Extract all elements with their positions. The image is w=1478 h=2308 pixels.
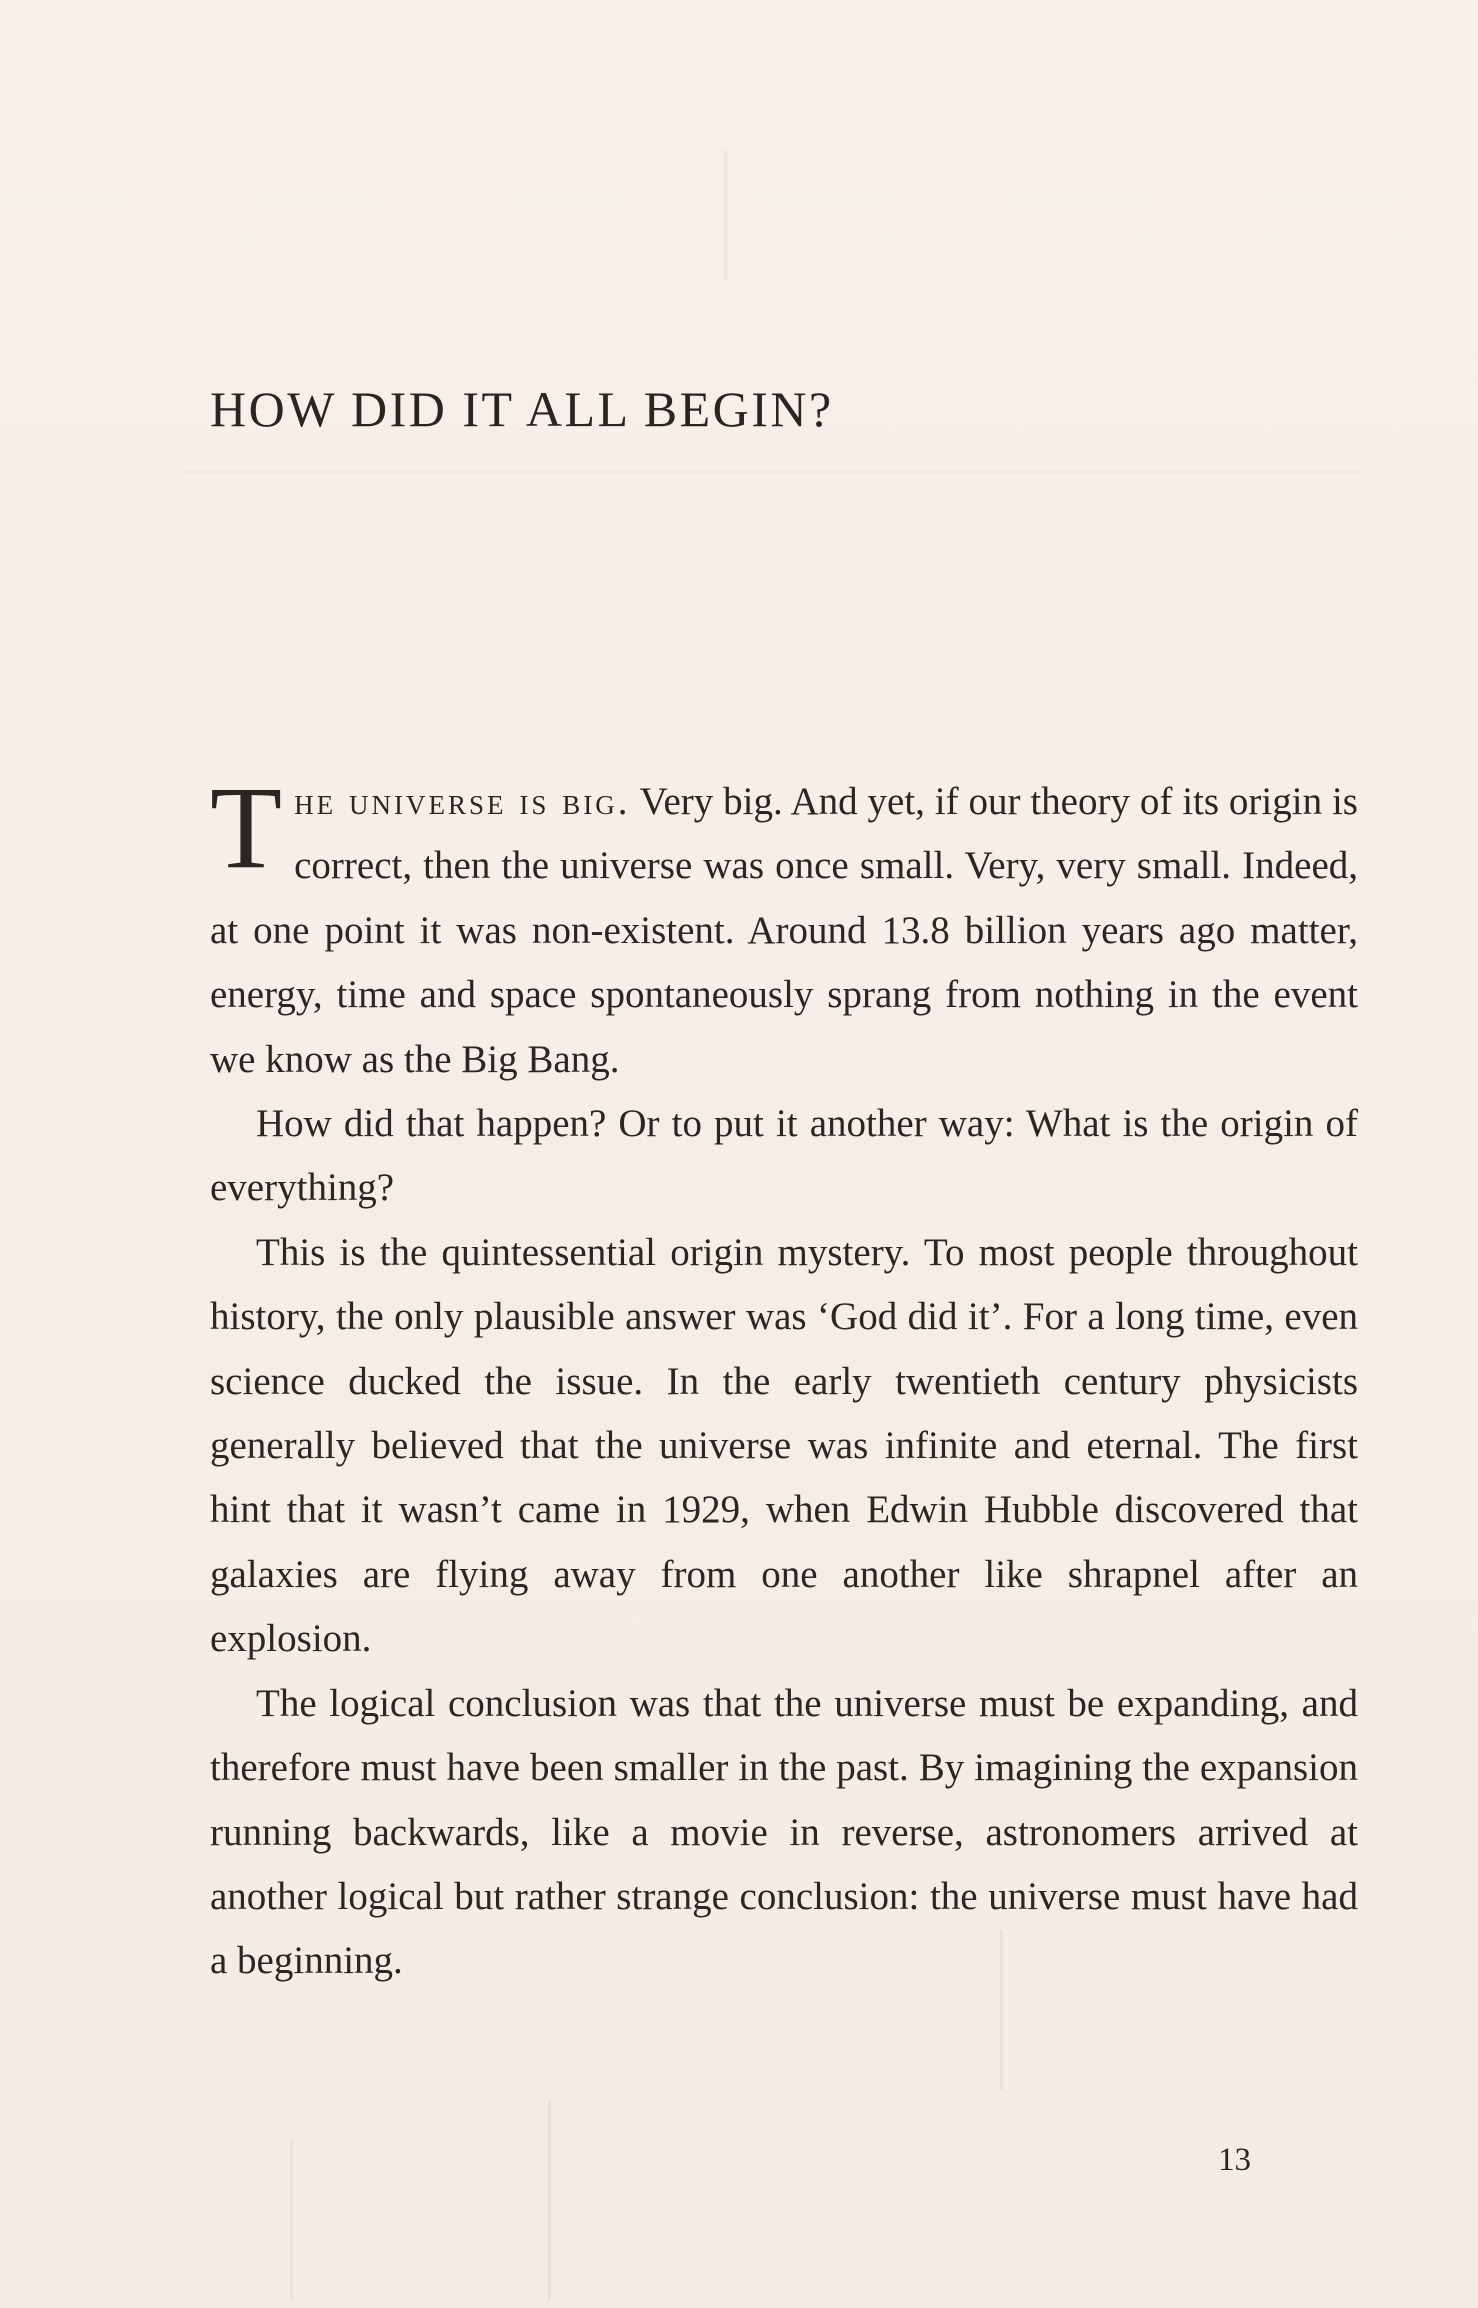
paragraph-4: The logical conclusion was that the universe must be expanding, and therefore must have been smaller in the past. By imagining the expansion running backwards, like a movie in reverse, astronomers arrived at another logical but rather strange conclusion: the universe must have had a beginning.	[210, 1681, 1358, 1983]
lead-in-smallcaps: he universe is big.	[294, 780, 631, 823]
paragraph-1-text: Very big. And yet, if our theory of its origin is correct, then the universe was once small. Very, very small. Indeed, at one point it was non-existent. Around 13.8 billion years ago matter, energy, time and space spontaneously sprang from nothing in the event we know as the Big Bang.	[210, 780, 1358, 1081]
bleed-through-mark	[548, 2100, 551, 2300]
drop-cap: T	[210, 762, 283, 893]
body-text	[210, 762, 1358, 1994]
paragraph-3: This is the quintessential origin mystery. To most people throughout history, the only plausible answer was ‘God did it’. For a long time, even science ducked the issue. In the early twentieth century physicists generally believed that the universe was infinite and eternal. The first hint that it wasn’t came in 1929, when Edwin Hubble discovered that galaxies are flying away from one another like shrapnel after an explosion.	[210, 1230, 1358, 1661]
bleed-through-mark	[724, 150, 727, 280]
page-number: 13	[1218, 2142, 1251, 2178]
paragraph-1	[210, 762, 1358, 1092]
chapter-title: HOW DID IT ALL BEGIN?	[210, 381, 834, 437]
paragraph-2: How did that happen? Or to put it another way: What is the origin of everything?	[210, 1102, 1358, 1210]
bleed-through-mark	[290, 2140, 293, 2300]
bleed-through-mark	[180, 470, 1360, 474]
